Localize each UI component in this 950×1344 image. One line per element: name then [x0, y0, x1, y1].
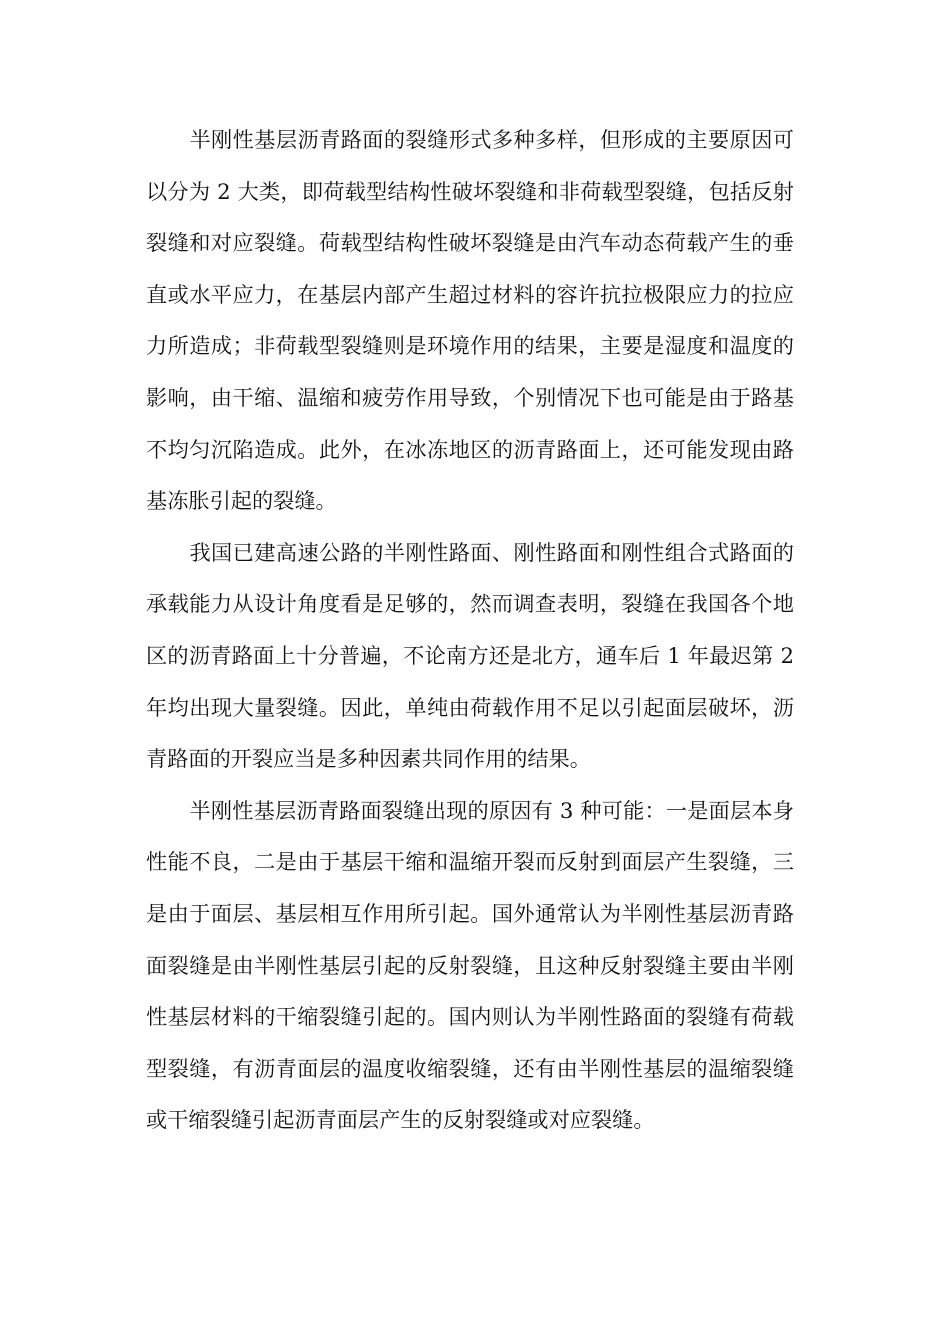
paragraph-cracking-types: 半刚性基层沥青路面的裂缝形式多种多样，但形成的主要原因可以分为 2 大类，即荷载型结构性破坏裂缝和非荷载型裂缝，包括反射裂缝和对应裂缝。荷载型结构性破坏裂缝是由汽车动态荷载产生的垂直或水平应力，在基层内部产生超过材料的容许抗拉极限应力的拉应力所造成；非荷载型裂缝则是环境作用的结果，主要是湿度和温度的影响，由干缩、温缩和疲劳作用导致，个别情况下也可能是由于路基不均匀沉陷造成。此外，在冰冻地区的沥青路面上，还可能发现由路基冻胀引起的裂缝。	[146, 127, 794, 514]
paragraph-national-survey: 我国已建高速公路的半刚性路面、刚性路面和刚性组合式路面的承载能力从设计角度看是足够的，然而调查表明，裂缝在我国各个地区的沥青路面上十分普遍，不论南方还是北方，通车后 1 年最迟第 2 年均出现大量裂缝。因此，单纯由荷载作用不足以引起面层破坏，沥青路面的开裂应当是多种因素共同作用的结果。	[146, 539, 794, 772]
document-body	[146, 114, 794, 1146]
paragraph-crack-causes: 半刚性基层沥青路面裂缝出现的原因有 3 种可能：一是面层本身性能不良，二是由于基层干缩和温缩开裂而反射到面层产生裂缝，三是由于面层、基层相互作用所引起。国外通常认为半刚性基层沥青路面裂缝是由半刚性基层引起的反射裂缝，且这种反射裂缝主要由半刚性基层材料的干缩裂缝引起的。国内则认为半刚性路面的裂缝有荷载型裂缝，有沥青面层的温度收缩裂缝，还有由半刚性基层的温缩裂缝或干缩裂缝引起沥青面层产生的反射裂缝或对应裂缝。	[146, 797, 794, 1133]
